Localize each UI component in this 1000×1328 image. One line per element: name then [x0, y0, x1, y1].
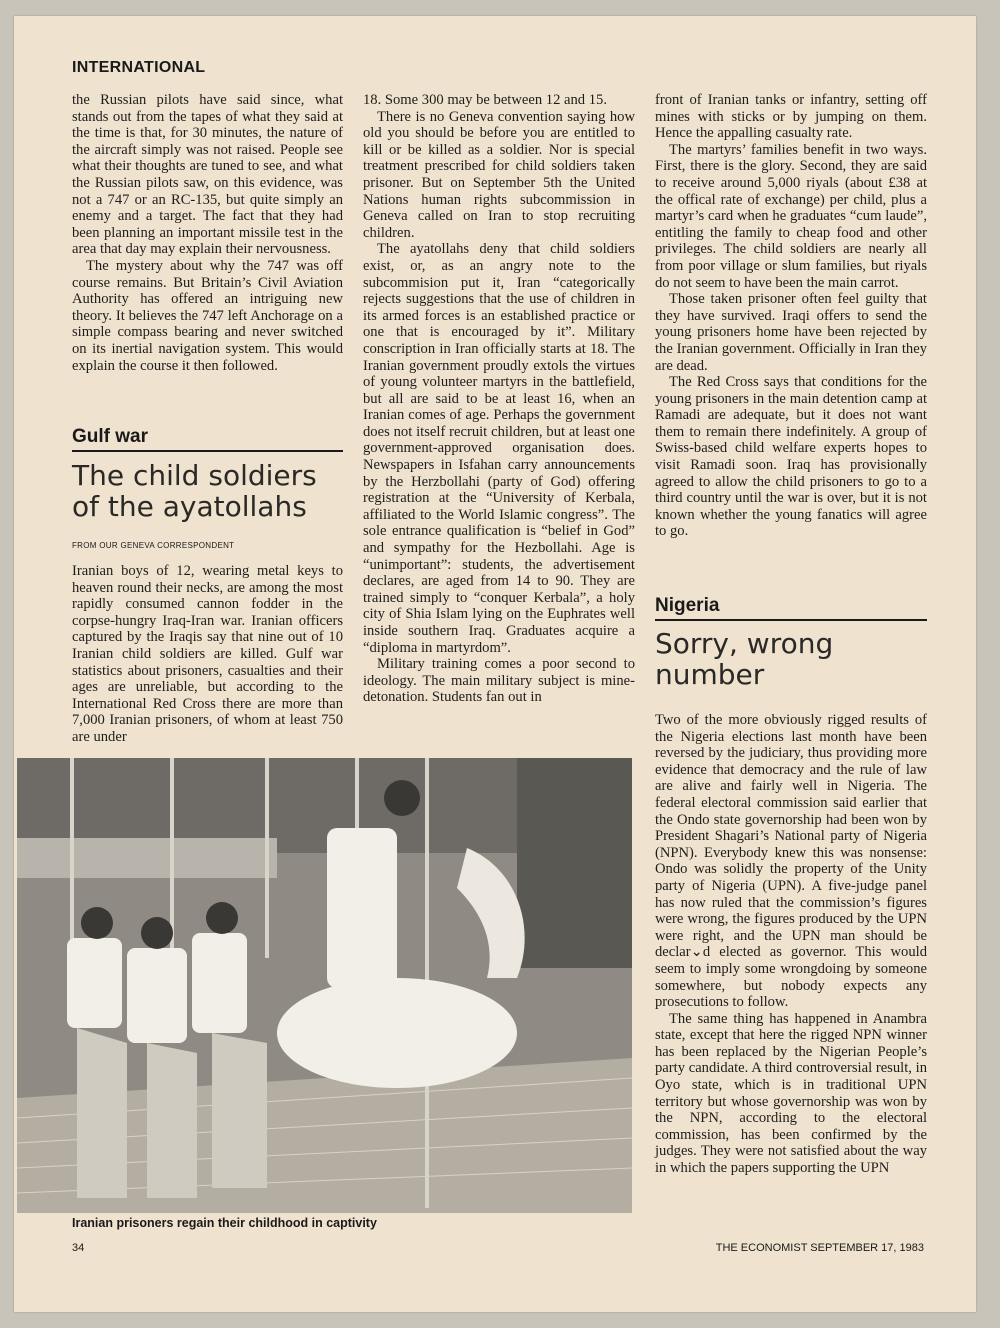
gulf-war-column-1 — [72, 563, 343, 746]
issue-line: THE ECONOMIST SEPTEMBER 17, 1983 — [715, 1242, 924, 1254]
section-label: INTERNATIONAL — [72, 59, 206, 76]
paragraph: 18. Some 300 may be between 12 and 15. — [363, 92, 607, 108]
paragraph: Two of the more obviously rigged results of the Nigeria elections last month have been reversed by the judiciary, thus providing more evidence that democracy and the rule of law are alive and fairly well in Nigeria. The federal electoral commission said earlier that the Ondo state governorship had been won by President Shagari’s National party of Nigeria (NPN). Everybody knew this was nonsense: Ondo was solidly the property of the Unity party of Nigeria (UPN). A five-judge panel has now ruled that the commission’s figures were wrong, the figures produced by the UPN were right, and the UPN man should be declar⌄d elected as governor. This would seem to imply some wrongdoing by someone somewhere, but nobody expects any prosecutions to follow. — [655, 712, 927, 1011]
paragraph: The mystery about why the 747 was off course remains. But Britain’s Civil Aviation Authority has offered an intriguing new theory. It believes the 747 left Anchorage on a simple compass bearing and never switched on its inertial navigation system. This would explain the course it then followed. — [72, 257, 343, 374]
gulf-war-headline: The child soldiers of the ayatollahs — [72, 459, 317, 523]
gulf-war-column-2 — [363, 92, 635, 706]
photo-caption: Iranian prisoners regain their childhood in captivity — [72, 1216, 377, 1230]
paragraph: Those taken prisoner often feel guilty that they have survived. Iraqi offers to send the young prisoners home have been rejected by the Iranian government. Officially in Iran they are dead. — [655, 291, 927, 374]
byline: FROM OUR GENEVA CORRESPONDENT — [72, 541, 235, 550]
page-number: 34 — [72, 1242, 85, 1254]
photograph-illustration — [17, 758, 632, 1213]
paragraph: front of Iranian tanks or infantry, setting off mines with sticks or by jumping on them. Hence the appalling casualty rate. — [655, 92, 927, 142]
nigeria-headline: Sorry, wrong number — [655, 627, 834, 691]
paragraph: The ayatollahs deny that child soldiers exist, or, as an angry note to the subcommision put it, Iran “categorically rejects suggestions that the use of children in its armed forces is an established practice or one that is encouraged by it”. Military conscription in Iran officially starts at 18. The Iranian government proudly extols the virtues of young volunteer martyrs in the battlefield, but all are said to be at least 16, when an Iranian comes of age. Perhaps the government does not itself recruit children, but at least one government-approved organisation does. Newspapers in Isfahan carry announcements by the Herzbollahi (party of God) offering registration at the “University of Kerbala, affiliated to the World Islamic congress”. The sole entrance qualification is “belief in God” and sympathy for the Hezbollahi. Age is “unimportant”: students, the advertisement declares, are aged from 14 to 90. They are trained simply to “conquer Kerbala”, a holy city of Shia Islam lying on the Euphrates well inside southern Iraq. Graduates acquire a “diploma in martyrdom”. — [363, 241, 635, 656]
previous-article-column-1 — [72, 92, 343, 374]
gulf-war-column-3 — [655, 92, 927, 540]
paragraph: Military training comes a poor second to ideology. The main military subject is mine-detonation. Students fan out in — [363, 656, 635, 706]
nigeria-kicker: Nigeria — [655, 595, 927, 621]
paragraph: Iranian boys of 12, wearing metal keys to heaven round their necks, are among the most rapidly consumed cannon fodder in the corpse-hungry Iraq-Iran war. Iranian officers captured by the Iraqis say that nine out of 10 Iranian child soldiers are killed. Gulf war statistics about prisoners, casualties and their ages are unreliable, but according to the International Red Cross there are more than 7,000 Iranian prisoners, of whom at least 750 are under — [72, 563, 343, 745]
paragraph: The same thing has happened in Anambra state, except that here the rigged NPN winner has been replaced by the Nigerian People’s party candidate. A third controversial result, in Oyo state, which is in traditional UPN territory but whose governorship was won by the NPN, according to the electoral commission, has been confirmed by the judges. They were not satisfied about the way in which the papers supporting the UPN — [655, 1010, 927, 1177]
paragraph: the Russian pilots have said since, what stands out from the tapes of what they said at the time is that, for 30 minutes, the nature of the aircraft simply was not raised. People see what their thoughts are tuned to see, and what the Russian pilots saw, on this evidence, was not a 747 or an RC-135, but quite simply an enemy and a target. The fact that they had been planning an important missile test in the area that day may explain their nervousness. — [72, 92, 343, 258]
paragraph: The Red Cross says that conditions for the young prisoners in the main detention camp at Ramadi are adequate, but it does not want them to remain there indefinitely. A group of Swiss-based child welfare experts hopes to visit Ramadi soon. Iraq has provisionally agreed to allow the child prisoners to go to a third country until the war is over, but it is not known whether the young fanatics will agree to go. — [655, 374, 927, 540]
paragraph: There is no Geneva convention saying how old you should be before you are entitled to kill or be killed as a soldier. Nor is special treatment prescribed for child soldiers taken prisoner. But on September 5th the United Nations human rights subcommission in Geneva called on Iran to stop recruiting children. — [363, 108, 635, 241]
paragraph: The martyrs’ families benefit in two ways. First, there is the glory. Second, they are said to receive around 5,000 riyals (about £38 at the offical rate of exchange) per child, plus a martyr’s card when he graduates “cum laude”, entitling the family to cheap food and other privileges. The child soldiers are nearly all from poor village or slum families, but riyals do not seem to have been the main carrot. — [655, 141, 927, 291]
nigeria-body — [655, 712, 927, 1177]
photograph — [17, 758, 632, 1213]
gulf-war-kicker: Gulf war — [72, 426, 343, 452]
